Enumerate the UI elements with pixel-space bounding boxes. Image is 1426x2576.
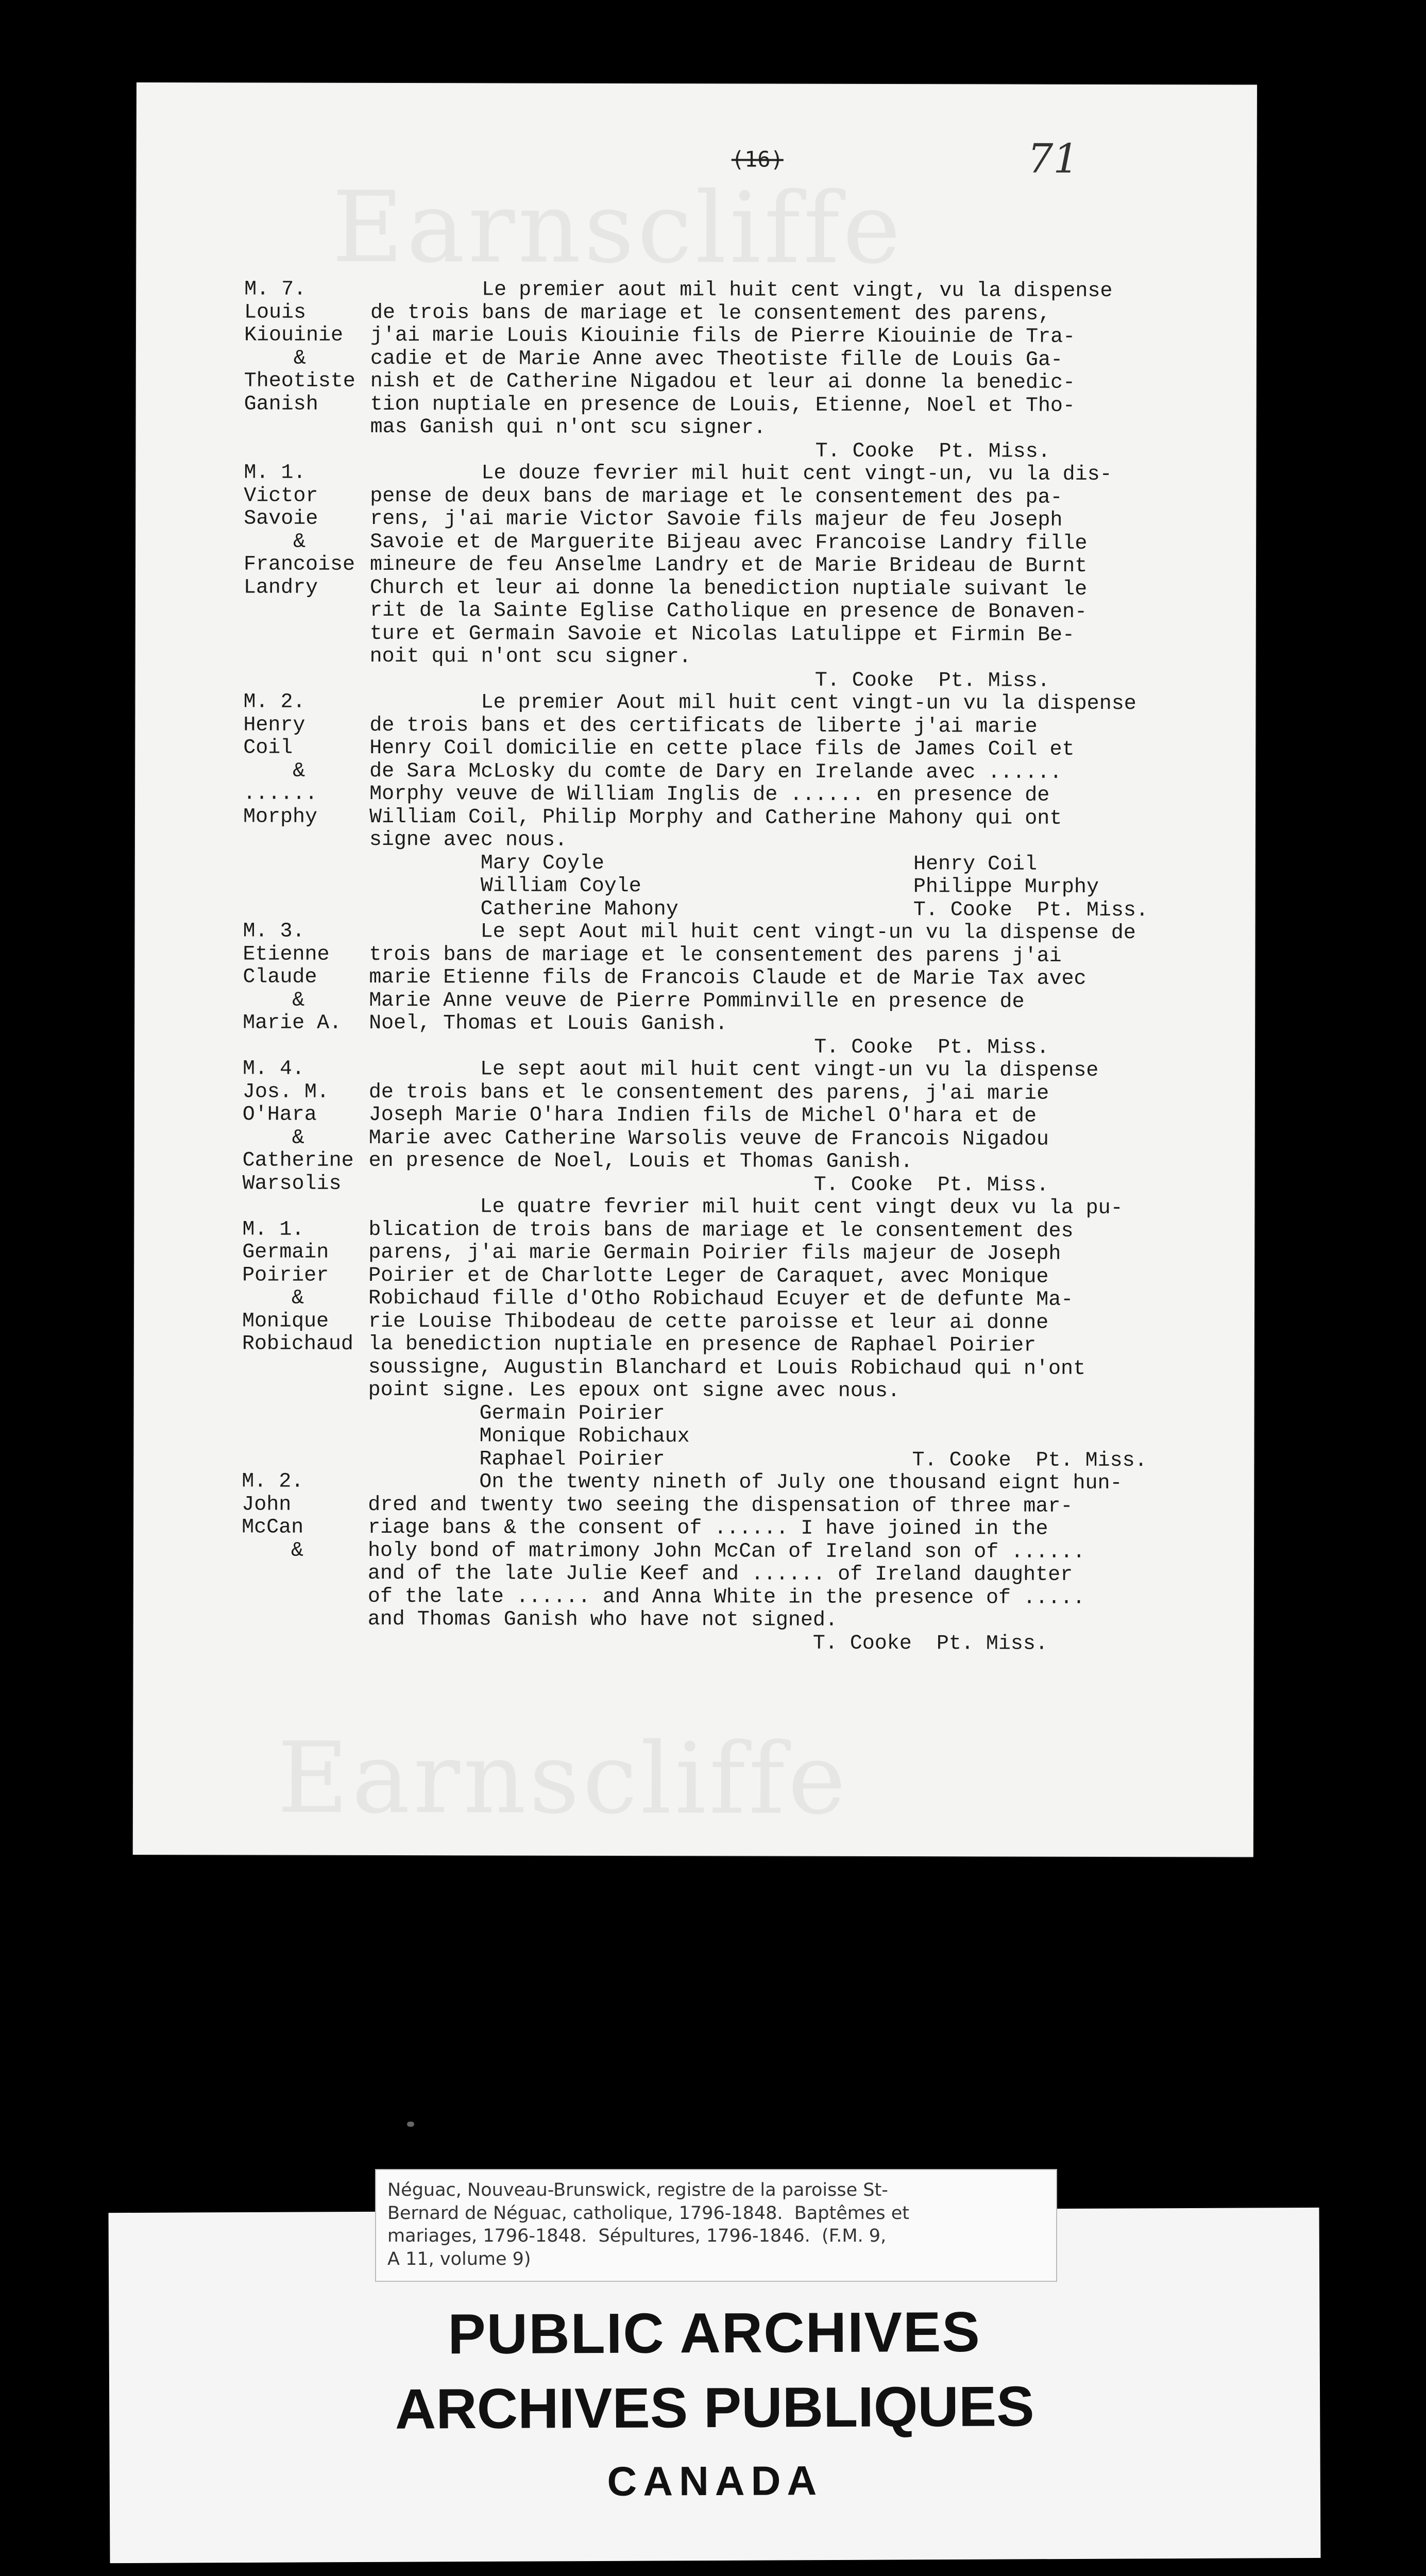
entry-line: pense de deux bans de mariage et le consentement des pa-	[370, 484, 1063, 510]
entry-line: tion nuptiale en presence de Louis, Etienne, Noel et Tho-	[370, 393, 1075, 418]
entry-line: Church et leur ai donne la benediction nuptiale suivant le	[369, 576, 1088, 601]
margin-line	[242, 1448, 353, 1471]
margin-line	[242, 1356, 353, 1379]
entry-line: Noel, Thomas et Louis Ganish.	[369, 1011, 728, 1036]
margin-line: O'Hara	[242, 1103, 317, 1127]
margin-line: &	[243, 759, 305, 783]
entry-line: Catherine Mahony T. Cooke Pt. Miss.	[369, 897, 1148, 922]
margin-line: &	[241, 1538, 304, 1563]
entry-line: Marie avec Catherine Warsolis veuve de Francois Nigadou	[368, 1126, 1049, 1151]
entry-line: T. Cooke Pt. Miss.	[369, 668, 1050, 693]
entry-line: noit qui n'ont scu signer.	[369, 645, 691, 669]
entry-line: de trois bans et le consentement des parens, j'ai marie	[368, 1080, 1049, 1106]
entry-line: la benediction nuptiale en presence de Raphael Poirier	[368, 1332, 1037, 1358]
entry-line: nish et de Catherine Nigadou et leur ai donne la benedic-	[370, 369, 1076, 395]
entry-line: dred and twenty two seeing the dispensation of three mar-	[368, 1493, 1073, 1518]
entry-line: trois bans de mariage et le consentement des parens j'ai	[369, 943, 1062, 968]
entry-line: William Coil, Philip Morphy and Catherine Mahony qui ont	[369, 805, 1062, 831]
entry-line: Le quatre fevrier mil huit cent vingt deux vu la pu-	[368, 1195, 1123, 1221]
archives-country: CANADA	[607, 2458, 823, 2504]
margin-line: &	[242, 1126, 304, 1150]
register-page	[133, 82, 1257, 1857]
margin-line: M. 3.	[243, 920, 305, 943]
margin-line: Catherine	[242, 1149, 354, 1173]
entry-line: T. Cooke Pt. Miss.	[370, 438, 1050, 464]
margin-line	[243, 852, 354, 875]
margin-line: &	[243, 988, 305, 1012]
entry-line: cadie et de Marie Anne avec Theotiste fille de Louis Ga-	[370, 347, 1063, 372]
margin-line: Savoie	[244, 507, 318, 531]
entry-line: holy bond of matrimony John McCan of Ireland son of ......	[367, 1539, 1085, 1564]
entry-line: Henry Coil domicilie en cette place fils de James Coil et	[369, 736, 1075, 761]
caption-line: A 11, volume 9)	[387, 2248, 531, 2269]
margin-line	[243, 897, 354, 921]
margin-line: M. 4.	[242, 1057, 305, 1081]
margin-line: Etienne	[243, 942, 330, 967]
margin-line: Robichaud	[242, 1332, 353, 1356]
margin-line: M. 2.	[242, 1470, 304, 1494]
entry-line: Robichaud fille d'Otho Robichaud Ecuyer et de defunte Ma-	[368, 1286, 1074, 1312]
margin-line: Ganish	[244, 392, 318, 416]
margin-line: Claude	[243, 965, 317, 989]
margin-line	[242, 1402, 353, 1425]
margin-line: ......	[243, 782, 318, 806]
entry-line: mas Ganish qui n'ont scu signer.	[370, 415, 766, 440]
margin-line: Monique	[242, 1309, 329, 1333]
caption-slip	[375, 2169, 1057, 2282]
entry-line: de trois bans de mariage et le consentement des parens,	[370, 301, 1051, 326]
margin-line	[244, 622, 355, 646]
margin-line	[244, 439, 355, 462]
margin-line	[243, 1035, 354, 1058]
margin-line: &	[242, 1286, 304, 1310]
margin-line: &	[244, 346, 306, 370]
entry-line: Monique Robichaux	[368, 1424, 690, 1449]
entry-line: Poirier et de Charlotte Leger de Caraquet, avec Monique	[368, 1264, 1049, 1289]
margin-line: Poirier	[242, 1263, 329, 1287]
margin-line: Francoise	[243, 553, 355, 577]
margin-line: Landry	[243, 575, 318, 600]
margin-line: John	[242, 1493, 292, 1517]
entry-line: point signe. Les epoux ont signe avec nous.	[368, 1378, 900, 1403]
caption-line: mariages, 1796-1848. Sépultures, 1796-1846. (F.M. 9,	[387, 2226, 887, 2246]
entry-line: de Sara McLosky du comte de Dary en Irelande avec ......	[369, 759, 1062, 785]
margin-line	[244, 645, 355, 668]
margin-line: M. 1.	[244, 461, 306, 485]
margin-line	[243, 828, 354, 852]
watermark: Earnscliffe	[332, 170, 904, 286]
entry-line: Le sept Aout mil huit cent vingt-un vu la dispense de	[369, 920, 1136, 945]
margin-line: Coil	[243, 736, 293, 760]
entry-line: Le sept aout mil huit cent vingt-un vu la dispense	[368, 1057, 1099, 1082]
margin-line: &	[244, 530, 306, 554]
entry-line: blication de trois bans de mariage et le consentement des	[368, 1218, 1074, 1243]
margin-line: Warsolis	[242, 1172, 342, 1196]
entry-line: rens, j'ai marie Victor Savoie fils majeur de feu Joseph	[370, 507, 1063, 532]
entry-line: T. Cooke Pt. Miss.	[369, 1035, 1049, 1060]
entry-line: William Coyle Philippe Murphy	[369, 874, 1099, 899]
entry-line: and of the late Julie Keef and ...... of Ireland daughter	[367, 1562, 1073, 1587]
margin-line: Victor	[244, 484, 318, 508]
archives-title-english: PUBLIC ARCHIVES	[448, 2300, 981, 2366]
entry-line: mineure de feu Anselme Landry et de Marie Brideau de Burnt	[369, 553, 1088, 578]
register-entries	[368, 279, 1150, 1656]
margin-line: Henry	[243, 713, 305, 737]
margin-line: Jos. M.	[242, 1080, 329, 1104]
margin-line: M. 2.	[243, 690, 305, 714]
entry-line: Mary Coyle Henry Coil	[369, 851, 1038, 876]
folio-number: 71	[1027, 135, 1079, 182]
margin-line: McCan	[242, 1516, 304, 1539]
entry-line: Le premier aout mil huit cent vingt, vu la dispense	[370, 278, 1113, 303]
watermark: Earnscliffe	[277, 1721, 850, 1836]
entry-line: Raphael Poirier T. Cooke Pt. Miss.	[368, 1447, 1147, 1472]
entry-line: rie Louise Thibodeau de cette paroisse et leur ai donne	[368, 1310, 1049, 1335]
entry-line: and Thomas Ganish who have not signed.	[367, 1607, 838, 1632]
margin-line: Theotiste	[244, 369, 355, 393]
entry-line: rit de la Sainte Eglise Catholique en presence de Bonaven-	[369, 599, 1088, 624]
margin-line	[244, 668, 355, 691]
margin-line: Germain	[242, 1241, 329, 1264]
margin-line	[244, 599, 355, 622]
struck-page-number: (16)	[731, 146, 784, 172]
caption-line: Bernard de Néguac, catholique, 1796-1848. Baptêmes et	[387, 2202, 909, 2224]
archives-title-french: ARCHIVES PUBLIQUES	[395, 2375, 1034, 2441]
margin-line	[242, 1425, 353, 1448]
margin-line: Morphy	[243, 805, 318, 829]
caption-text	[387, 2178, 909, 2270]
entry-line: of the late ...... and Anna White in the presence of .....	[367, 1585, 1085, 1610]
entry-line: T. Cooke Pt. Miss.	[367, 1631, 1048, 1656]
entry-line: Joseph Marie O'hara Indien fils de Michel O'hara et de	[368, 1103, 1037, 1128]
entry-line: Le douze fevrier mil huit cent vingt-un, vu la dis-	[370, 461, 1112, 486]
margin-line: Louis	[244, 300, 307, 325]
entry-line: Germain Poirier	[368, 1401, 665, 1426]
entry-line: j'ai marie Louis Kiouinie fils de Pierre Kiouinie de Tra-	[370, 324, 1076, 349]
margin-line	[242, 1379, 353, 1402]
dust-speck	[407, 2122, 414, 2127]
margin-line: Marie A.	[243, 1011, 342, 1035]
margin-line	[242, 1195, 353, 1218]
entry-line: soussigne, Augustin Blanchard et Louis Robichaud qui n'ont	[368, 1355, 1086, 1381]
caption-line: Néguac, Nouveau-Brunswick, registre de la paroisse St-	[387, 2180, 888, 2200]
margin-line	[243, 874, 354, 897]
margin-line	[244, 416, 355, 439]
entry-line: Savoie et de Marguerite Bijeau avec Francoise Landry fille	[370, 530, 1088, 555]
entry-line: Marie Anne veuve de Pierre Pomminville en presence de	[369, 989, 1025, 1014]
entry-line: Le premier Aout mil huit cent vingt-un vu la dispense	[369, 690, 1136, 716]
entry-line: riage bans & the consent of ...... I have joined in the	[368, 1516, 1048, 1541]
entry-line: en presence de Noel, Louis et Thomas Ganish.	[368, 1149, 913, 1174]
entry-line: de trois bans et des certificats de liberte j'ai marie	[369, 714, 1038, 739]
margin-notes	[242, 278, 355, 1562]
entry-line: T. Cooke Pt. Miss.	[368, 1172, 1049, 1197]
entry-line: parens, j'ai marie Germain Poirier fils majeur de Joseph	[368, 1241, 1061, 1266]
entry-line: marie Etienne fils de Francois Claude et de Marie Tax avec	[369, 965, 1087, 991]
margin-line: Kiouinie	[244, 324, 344, 347]
margin-line: M. 7.	[244, 278, 307, 301]
entry-line: On the twenty nineth of July one thousand eignt hun-	[368, 1470, 1123, 1496]
entry-line: ture et Germain Savoie et Nicolas Latulippe et Firmin Be-	[369, 622, 1075, 647]
entry-line: signe avec nous.	[369, 828, 568, 852]
entry-line: Morphy veuve de William Inglis de ...... en presence de	[369, 782, 1050, 807]
margin-line: M. 1.	[242, 1217, 304, 1242]
